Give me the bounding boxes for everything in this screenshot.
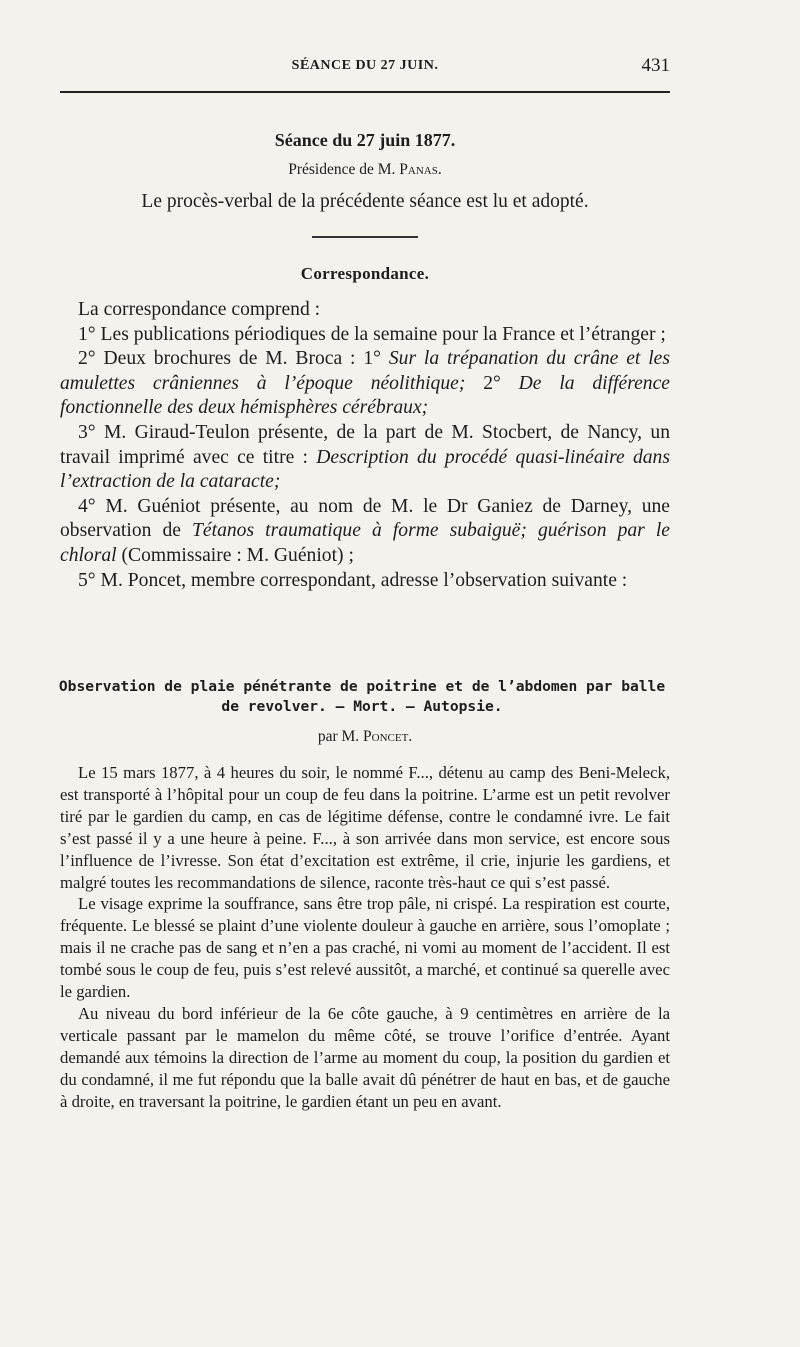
running-head-title: SÉANCE DU 27 JUIN.: [291, 58, 439, 73]
observation-body: [60, 762, 670, 1113]
observation-title-line-1: Observation de plaie pénétrante de poitrine et de l’abdomen par balle: [58, 678, 666, 695]
observation-paragraph-2: Le visage exprime la souffrance, sans être trop pâle, ni crispé. La respiration est courte, fréquente. Le blessé se plaint d’une violente douleur à gauche en arrière, sous l’omoplate ; mais il ne crache pas de sang et n’en a pas craché, ni vomi au moment de l’accident. Il est tombé sous le coup de feu, puis s’est relevé aussitôt, a marché, et continué sa querelle avec le gardien.: [60, 894, 670, 1002]
president-name: Panas: [399, 161, 438, 178]
page-number: 431: [641, 55, 670, 76]
item-4-text-a: 4° M. Guéniot présente, au nom de M. le Dr Ganiez de Darney, une observation de: [60, 495, 670, 542]
observation-author: [60, 728, 670, 746]
observation-title: [56, 677, 668, 717]
item-4-text-c: (Commissaire : M. Guéniot) ;: [116, 544, 354, 566]
section-separator: [312, 236, 418, 238]
presidence-prefix: Présidence de M.: [288, 161, 400, 178]
observation-title-line-2: de revolver. — Mort. — Autopsie.: [221, 698, 503, 715]
item-2-text-a: 2° Deux brochures de M. Broca : 1°: [78, 348, 389, 370]
header-rule: [60, 91, 670, 93]
item-3-text: 3° M. Giraud-Teulon présente, de la part de M. Stocbert, de Nancy, un travail imprimé avec ce titre :: [60, 421, 670, 468]
item-2-text-c: 2°: [465, 372, 519, 394]
correspondance-item-2: [60, 347, 670, 421]
correspondance-heading: Correspondance.: [300, 264, 430, 283]
running-head: [60, 55, 670, 80]
proces-verbal: Le procès-verbal de la précédente séance est lu et adopté.: [141, 191, 589, 212]
author-name: Poncet: [363, 728, 409, 745]
correspondance-item-1: 1° Les publications périodiques de la semaine pour la France et l’étranger ;: [78, 323, 666, 345]
seance-title: Séance du 27 juin 1877.: [274, 130, 456, 150]
item-2-title-2: De la différence fonctionnelle des deux hémisphères cérébraux;: [60, 372, 670, 419]
correspondance-body: [60, 298, 670, 593]
observation-paragraph-3: Au niveau du bord inférieur de la 6e côte gauche, à 9 centimètres en arrière de la verticale passant par le mamelon du même côté, se trouve l’orifice d’entrée. Ayant demandé aux témoins la direction de l’arme au moment du coup, la position du gardien et du condamné, il me fut répondu que la balle avait dû pénétrer de haut en bas, et de gauche à droite, en traversant la poitrine, le gardien étant un peu en avant.: [60, 1003, 670, 1111]
author-suffix: .: [408, 728, 413, 745]
presidence-suffix: .: [437, 161, 442, 178]
item-4-title: Tétanos traumatique à forme subaiguë; guérison par le chloral: [60, 520, 670, 566]
item-2-title-1: Sur la trépanation du crâne et les amulettes crâniennes à l’époque néolithique;: [60, 348, 670, 394]
item-3-title: Description du procédé quasi-linéaire dans l’extraction de la cataracte;: [60, 446, 670, 493]
correspondance-item-4: [60, 495, 670, 569]
correspondance-item-3: [60, 421, 670, 495]
author-prefix: par M.: [317, 728, 364, 745]
correspondance-item-5: 5° M. Poncet, membre correspondant, adresse l’observation suivante :: [78, 569, 628, 591]
presidence-line: [60, 161, 670, 179]
correspondance-intro: La correspondance comprend :: [78, 299, 321, 320]
observation-paragraph-1: Le 15 mars 1877, à 4 heures du soir, le nommé F..., détenu au camp des Beni-Meleck, est transporté à l’hôpital pour un coup de feu dans la poitrine. L’arme est un petit revolver tiré par le gardien du camp, en cas de légitime défense, contre le condamné ivre. Le fait s’est passé il y a une heure à peine. F..., à son arrivée dans mon service, est encore sous l’influence de l’ivresse. Son état d’excitation est extrême, il crie, injurie les gardiens, et malgré toutes les recommandations de silence, raconte très-haut ce qui s’est passé.: [60, 763, 670, 892]
